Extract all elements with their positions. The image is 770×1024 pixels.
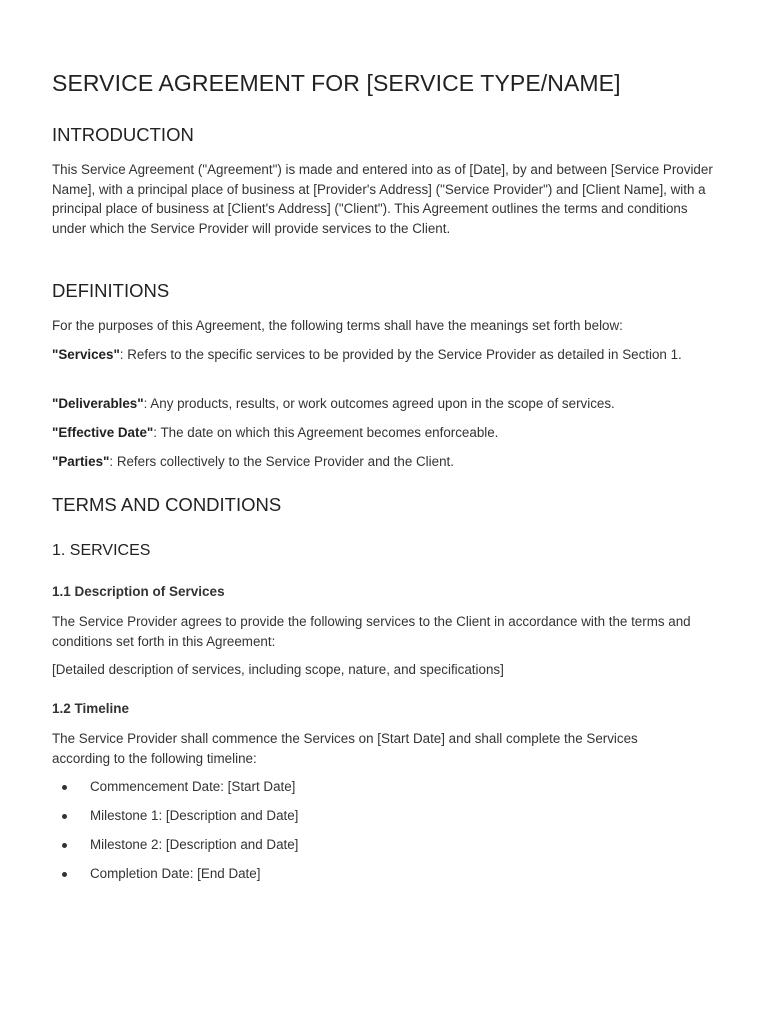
description-heading: 1.1 Description of Services xyxy=(52,584,225,599)
definitions-intro: For the purposes of this Agreement, the following terms shall have the meanings set forth below: xyxy=(52,318,623,333)
description-paragraph: The Service Provider agrees to provide the following services to the Client in accordance with the terms and conditions set forth in this Agreement: xyxy=(52,614,691,649)
bullet-icon xyxy=(62,872,67,877)
list-item-text: Completion Date: [End Date] xyxy=(90,866,261,881)
list-item-text: Milestone 2: [Description and Date] xyxy=(90,837,299,852)
definition-item xyxy=(52,345,722,365)
definition-text: : Any products, results, or work outcomes agreed upon in the scope of services. xyxy=(143,396,615,411)
definition-text: : Refers to the specific services to be provided by the Service Provider as detailed in Section 1. xyxy=(119,347,682,362)
timeline-paragraph: The Service Provider shall commence the Services on [Start Date] and shall complete the Services according to the following timeline: xyxy=(52,731,638,766)
definition-text: : The date on which this Agreement becomes enforceable. xyxy=(153,425,499,440)
timeline-heading: 1.2 Timeline xyxy=(52,701,130,716)
definition-term: "Deliverables" xyxy=(52,396,144,411)
document-title: SERVICE AGREEMENT FOR [SERVICE TYPE/NAME] xyxy=(52,70,621,96)
list-item-text: Commencement Date: [Start Date] xyxy=(90,779,296,794)
introduction-paragraph: This Service Agreement ("Agreement") is made and entered into as of [Date], by and between [Service Provider Name], with a principal place of business at [Provider's Address] ("Service Provider") and [Client Name], with a principal place of business at [Client's Address] ("Client"). This Agreement outlines the terms and conditions under which the Service Provider will provide services to the Client. xyxy=(52,162,713,236)
definition-item xyxy=(52,423,732,443)
bullet-icon xyxy=(62,785,67,790)
definitions-heading: DEFINITIONS xyxy=(52,280,170,301)
introduction-heading: INTRODUCTION xyxy=(52,124,194,145)
bullet-icon xyxy=(62,814,67,819)
services-heading: 1. SERVICES xyxy=(52,542,151,559)
description-placeholder: [Detailed description of services, including scope, nature, and specifications] xyxy=(52,662,504,677)
terms-heading: TERMS AND CONDITIONS xyxy=(52,494,282,515)
bullet-icon xyxy=(62,843,67,848)
definition-item xyxy=(52,394,732,414)
definition-term: "Parties" xyxy=(52,454,110,469)
definition-term: "Services" xyxy=(52,347,120,362)
definition-term: "Effective Date" xyxy=(52,425,154,440)
list-item-text: Milestone 1: [Description and Date] xyxy=(90,808,299,823)
definition-item xyxy=(52,452,732,472)
definition-text: : Refers collectively to the Service Provider and the Client. xyxy=(109,454,454,469)
